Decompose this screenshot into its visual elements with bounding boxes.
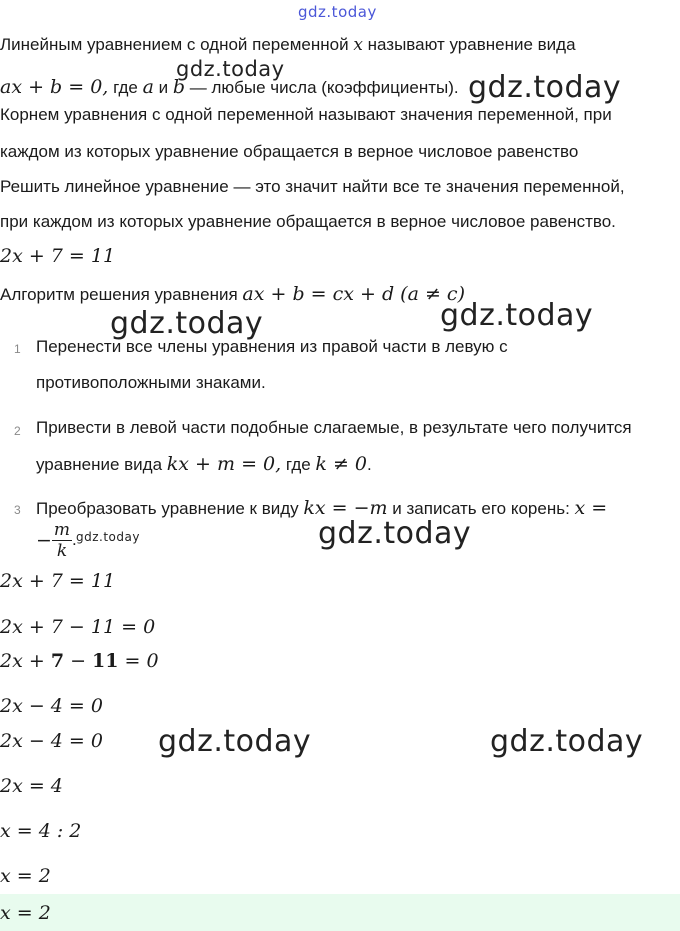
step-1-line-2: противоположными знаками. [36,373,266,392]
algorithm-formula: ax + b = cx + d (a ≠ c) [242,283,465,305]
watermark: gdz.today [176,57,285,81]
fraction-numerator: m [53,520,71,540]
step-2-number: 2 [14,424,21,438]
step-3-text-b: и записать его корень: [387,499,575,518]
step-3-text: Преобразовать уравнение к виду [36,499,304,518]
solution-step-6: 2x = 4 [0,775,63,797]
solution-step-7: x = 4 : 2 [0,820,82,842]
coef-a: a [142,76,154,98]
general-form-equation: ax + b = 0, [0,76,109,98]
watermark: gdz.today [110,306,264,341]
solution-step-3 [0,650,159,672]
intro-line-3: Корнем уравнения с одной переменной называют значения переменной, при [0,105,612,124]
s3-end: = 0 [118,650,159,672]
watermark: gdz.today [440,298,594,333]
step-2-condition: k ≠ 0 [315,453,368,475]
where-text: где [108,78,143,97]
step-1-number: 1 [14,342,21,356]
step-2-end: . [367,455,372,474]
step-2-line-2 [36,453,372,475]
step-2-text: уравнение вида [36,455,167,474]
step-2-where: где [281,455,316,474]
solution-step-1: 2x + 7 = 11 [0,570,116,592]
watermark: gdz.today [76,530,140,544]
solution-step-5: 2x − 4 = 0 [0,730,103,752]
answer-highlight [0,894,680,931]
intro-line-4: каждом из которых уравнение обращается в верное числовое равенство [0,142,579,161]
final-answer: x = 2 [0,902,51,924]
step-3-end: . [72,529,77,549]
algorithm-label: Алгоритм решения уравнения [0,285,243,304]
intro-line-5: Решить линейное уравнение — это значит найти все те значения переменной, [0,177,625,196]
step-2-equation: kx + m = 0, [166,453,282,475]
var-x: x [353,35,363,55]
fraction [52,520,72,561]
watermark: gdz.today [490,724,644,759]
fraction-denominator: k [56,541,68,561]
solution-step-2: 2x + 7 − 11 = 0 [0,616,156,638]
s3-part-a: 2x + [0,650,51,672]
solution-step-8: x = 2 [0,865,51,887]
intro-tail: называют уравнение вида [362,35,576,54]
step-3-number: 3 [14,503,21,517]
step-3-root-lhs: x = [574,497,608,519]
intro-line-6: при каждом из которых уравнение обращается в верное числовое равенство. [0,212,616,231]
solution-step-4: 2x − 4 = 0 [0,695,103,717]
minus-sign: − [36,529,52,552]
and-text: и [153,78,173,97]
example-equation: 2x + 7 = 11 [0,245,116,267]
s3-bold-7: 7 [50,650,65,672]
watermark: gdz.today [318,516,472,551]
watermark-top: gdz.today [298,3,377,21]
algorithm-heading [0,283,465,305]
step-1-line-1: Перенести все члены уравнения из правой части в левую с [36,337,508,356]
intro-line-1 [0,35,576,55]
watermark: gdz.today [158,724,312,759]
step-3-root-fraction [36,520,77,561]
watermark: gdz.today [468,70,622,105]
step-3-equation: kx = −m [303,497,388,519]
intro-text: Линейным уравнением с одной переменной [0,35,354,54]
step-2-line-1: Привести в левой части подобные слагаемые, в результате чего получится [36,418,632,437]
s3-minus: − [64,650,93,672]
s3-bold-11: 11 [92,650,119,672]
coef-description: — любые числа (коэффициенты). [185,78,459,97]
coef-b: b [172,76,186,98]
